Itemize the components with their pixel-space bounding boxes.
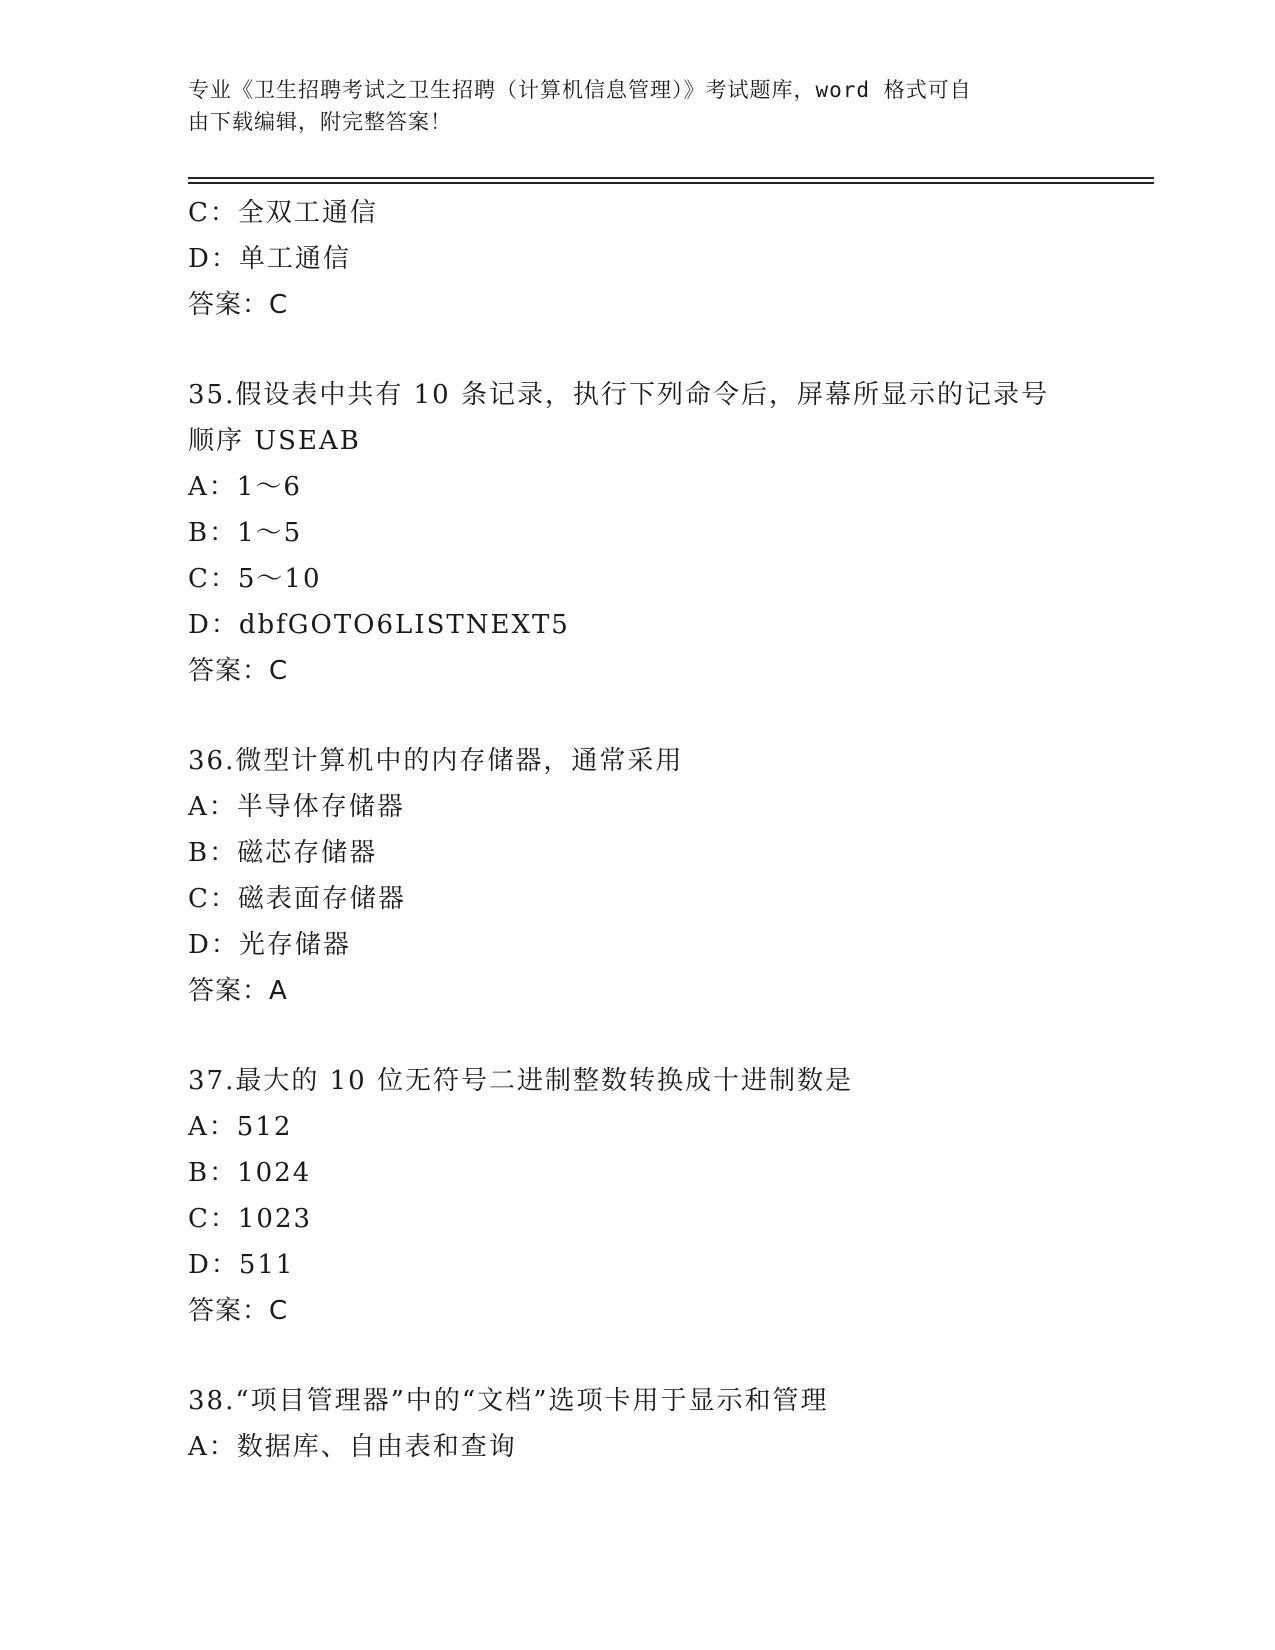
question-stem: 37.最大的 10 位无符号二进制整数转换成十进制数是 [188,1066,853,1096]
answer-line: 答案：C [188,1296,289,1326]
option-line: B：磁芯存储器 [188,838,378,868]
answer-line: 答案：C [188,656,289,686]
option-line: B：1～5 [188,518,303,548]
question-stem: 36.微型计算机中的内存储器，通常采用 [188,746,684,776]
option-line: C：全双工通信 [188,198,378,228]
question-stem: 35.假设表中共有 10 条记录，执行下列命令后，屏幕所显示的记录号 [188,380,1049,410]
header-rule-top [188,177,1154,179]
option-line: D：dbfGOTO6LISTNEXT5 [188,610,570,640]
option-line: B：1024 [188,1158,312,1188]
option-line: D：光存储器 [188,930,351,960]
header-line-1: 专业《卫生招聘考试之卫生招聘（计算机信息管理）》考试题库，word 格式可自 [188,78,972,102]
option-line: D：单工通信 [188,244,351,274]
option-line: C：1023 [188,1204,313,1234]
option-line: D：511 [188,1250,295,1280]
page-header [188,74,1068,138]
question-stem: 顺序 USEAB [188,426,361,456]
question-38 [188,1378,1148,1470]
option-line: A：1～6 [188,472,302,502]
option-line: C：5～10 [188,564,322,594]
option-line: A：数据库、自由表和查询 [188,1432,517,1462]
question-stem: 38.“项目管理器”中的“文档”选项卡用于显示和管理 [188,1386,829,1416]
option-line: A：512 [188,1112,293,1142]
header-line-2: 由下载编辑，附完整答案！ [188,110,452,134]
option-line: A：半导体存储器 [188,792,405,822]
question-35 [188,372,1148,694]
question-36 [188,738,1148,1014]
carryover-block [188,190,1148,328]
answer-line: 答案：C [188,290,289,320]
question-content [188,190,1148,1514]
question-37 [188,1058,1148,1334]
option-line: C：磁表面存储器 [188,884,406,914]
answer-line: 答案：A [188,976,288,1006]
header-rule-bottom [188,182,1154,184]
